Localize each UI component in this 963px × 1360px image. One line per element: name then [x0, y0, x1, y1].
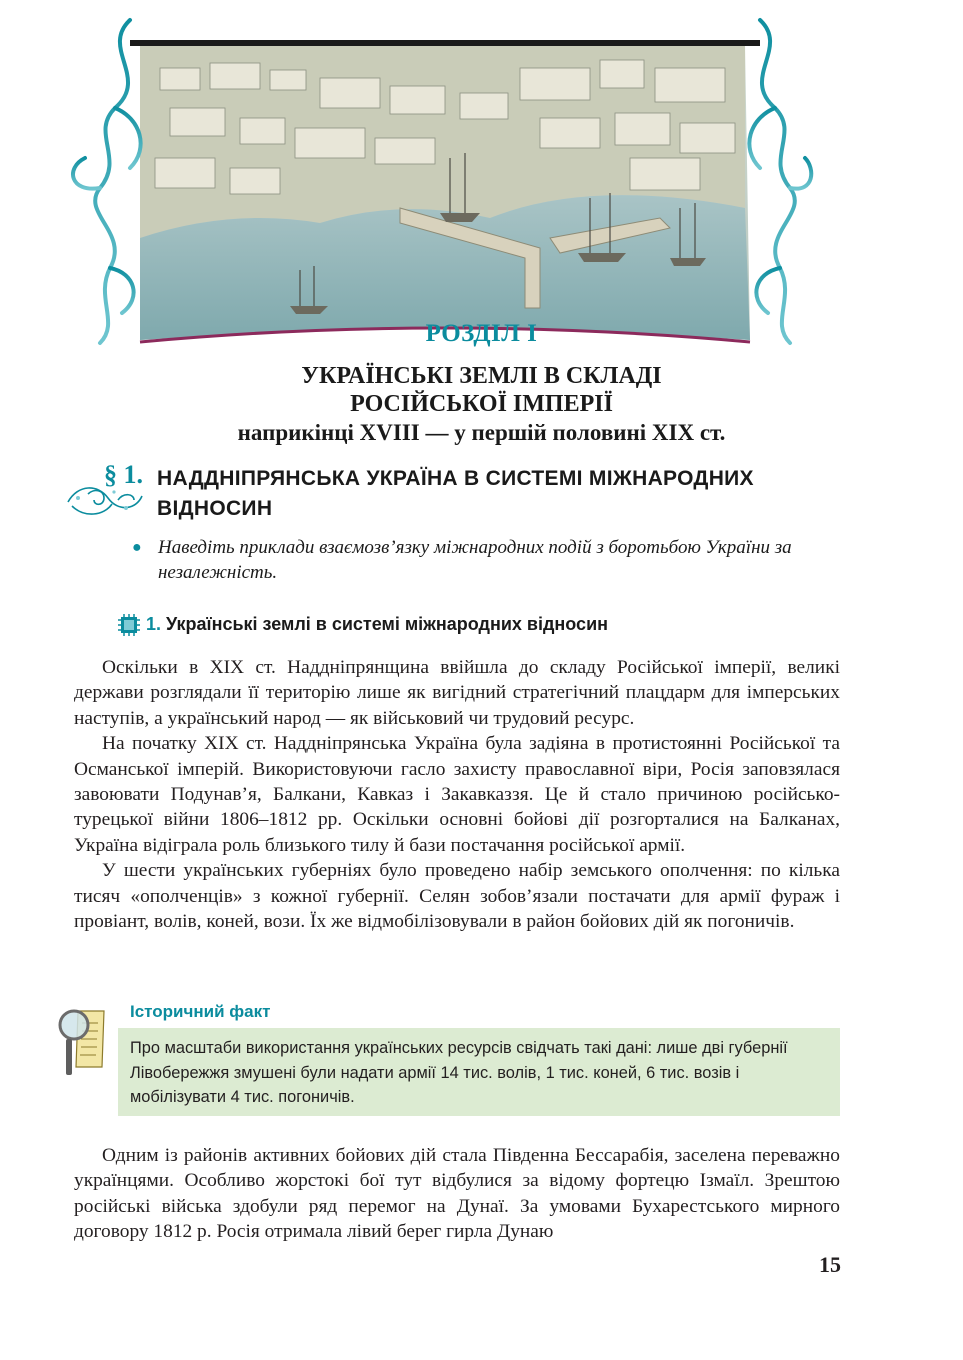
section-title: НАДДНІПРЯНСЬКА УКРАЇНА В СИСТЕМІ МІЖНАРОДНИХ ВІДНОСИН: [157, 467, 754, 520]
subsection-title: Українські землі в системі міжнародних відносин: [166, 614, 609, 634]
paragraph: На початку XIX ст. Наддніпрянська Україна була задіяна в протистоянні Російської та Османської імперій. Використовуючи гасло захисту православної віри, Росія заповзялася завоювати Подунав’я, Балкани, Кавказ і Закавказзя. Це й стало причиною російсько-турецької війни 1806–1812 рр. Оскільки основні бойові дії розгорталися на Балканах, Україна відіграла роль близького тилу й бази постачання російської армії.: [74, 733, 840, 856]
task-text: Наведіть приклади взаємозв’язку міжнародних подій з боротьбою України за незалежність.: [158, 537, 792, 583]
paragraph: У шести українських губерніях було проведено набір земського ополчення: по кілька тисяч «ополченців» з кожної губернії. Селян зобов’язали постачати для армії фураж і провіант, волів, коней, вози. Їх же відмобілізовували в район бойових дій як погоничів.: [74, 860, 840, 933]
chip-icon: [118, 614, 140, 636]
chapter-banner-illustration: [70, 8, 815, 350]
chapter-subtitle: наприкінці XVIII — у першій половині XIX ст.: [237, 420, 726, 445]
fact-title: Історичний факт: [130, 1002, 271, 1021]
chapter-title-line: РОСІЙСЬКОЇ ІМПЕРІЇ: [350, 391, 613, 417]
body-text: [74, 1143, 840, 1245]
chapter-title-line: УКРАЇНСЬКІ ЗЕМЛІ В СКЛАДІ: [301, 363, 662, 389]
fact-text: Про масштаби використання українських ресурсів свідчать такі дані: лише дві губернії Лівобережжя змушені були надати армії 14 тис. волів, 1 тис. коней, 6 тис. возів і мобілізувати 4 тис. погоничів.: [130, 1039, 788, 1106]
bullet-icon: ●: [132, 539, 142, 556]
magnifier-scroll-icon: [56, 1003, 112, 1079]
task-item: [132, 535, 852, 585]
body-text: [74, 655, 840, 934]
subsection-number: 1.: [146, 614, 162, 634]
paragraph: Оскільки в XIX ст. Наддніпрянщина ввійшла до складу Російської імперії, великі держави розглядали її територію лише як вигідний стратегічний плацдарм для імперських наступів, а український народ — як військовий чи трудовий ресурс.: [74, 657, 840, 729]
page-number: 15: [819, 1252, 841, 1277]
section-number: § 1.: [104, 460, 143, 489]
fact-box: [118, 1028, 840, 1116]
paragraph: Одним із районів активних бойових дій стала Південна Бессарабія, заселена переважно українцями. Особливо жорстокі бої тут відбулися за відому фортецю Ізмаїл. Зрештою російські війська здобули ряд перемог на Дунаї. За умовами Бухарестського мирного договору 1812 р. Росія отримала лівий берег гирла Дунаю: [74, 1145, 840, 1243]
chapter-title: [0, 362, 963, 448]
chapter-label: РОЗДІЛ І: [425, 320, 538, 347]
